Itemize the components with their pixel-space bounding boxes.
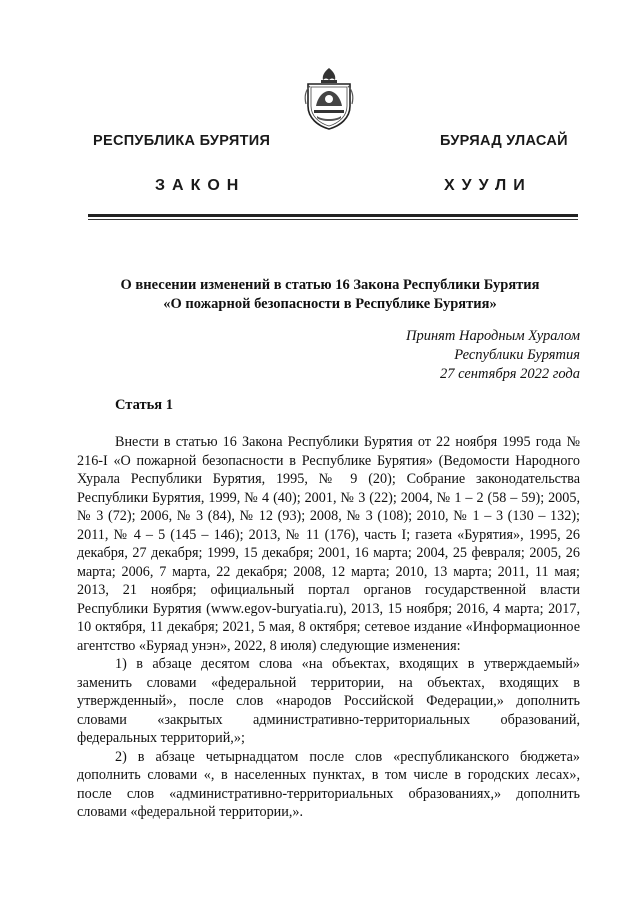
body-paragraph: 1) в абзаце десятом слова «на объектах, входящих в утверждаемый» заменить словами «федеральной территории, на объектах, входящих в утвержденный», после слов «народов Российской Федерации,» дополнить словами «закрытых административно-территориальных образований, федеральных территорий,»; [77,656,580,746]
document-title-line: «О пожарной безопасности в Республике Бурятия» [163,296,497,312]
body-paragraph: Внести в статью 16 Закона Республики Бурятия от 22 ноября 1995 года № 216-I «О пожарной безопасности в Республике Бурятия» (Ведомости Народного Хурала Республики Бурятия, 1995, № 9 (20); Собрание законодательства Республики Бурятия, 1999, № 4 (40); 2001, № 3 (22); 2004, № 1 – 2 (58 – 59); 2005, № 3 (72); 2006, № 3 (84), № 12 (93); 2008, № 3 (108); 2010, № 1 – 3 (130 – 132); 2011, № 4 – 5 (145 – 146); 2013, № 11 (176), часть I; газета «Бурятия», 1995, 26 декабря, 27 декабря; 1999, 15 декабря; 2001, 16 марта; 2004, 25 февраля; 2005, 26 марта; 2006, 7 марта, 22 декабря; 2008, 12 марта; 2010, 13 марта; 2011, 11 мая; 2013, 21 ноября; официальный портал органов государственной власти Республики Бурятия (www.egov-buryatia.ru), 2013, 15 ноября; 2016, 4 марта; 2017, 10 октября, 11 декабря; 2021, 5 мая, 8 октября; сетевое издание «Информационное агентство «Буряад унэн», 2022, 8 июля) следующие изменения: [77,434,580,654]
body-paragraph: 2) в абзаце четырнадцатом после слов «республиканского бюджета» дополнить словами «, в населенных пунктах, в том числе в городских лесах», после слов «административно-территориальных образованиях,» дополнить словами «федеральной территории,». [77,748,580,820]
adoption-note [406,327,580,384]
document-title [80,276,580,314]
law-label-right: ХУУЛИ [444,177,532,194]
adoption-line: Принят Народным Хуралом [405,328,580,344]
coat-of-arms-icon [302,66,356,130]
adoption-date: 27 сентября 2022 года [439,366,580,382]
law-label-left: ЗАКОН [155,177,246,194]
header-title-left: РЕСПУБЛИКА БУРЯТИЯ [93,133,271,149]
adoption-line: Республики Бурятия [454,347,580,363]
header-divider-thin [88,219,578,220]
header-divider-thick [88,214,578,217]
header-title-right: БУРЯАД УЛАСАЙ [440,133,568,149]
document-title-line: О внесении изменений в статью 16 Закона Республики Бурятия [120,277,540,293]
article-body [77,433,580,822]
article-heading: Статья 1 [115,397,173,413]
